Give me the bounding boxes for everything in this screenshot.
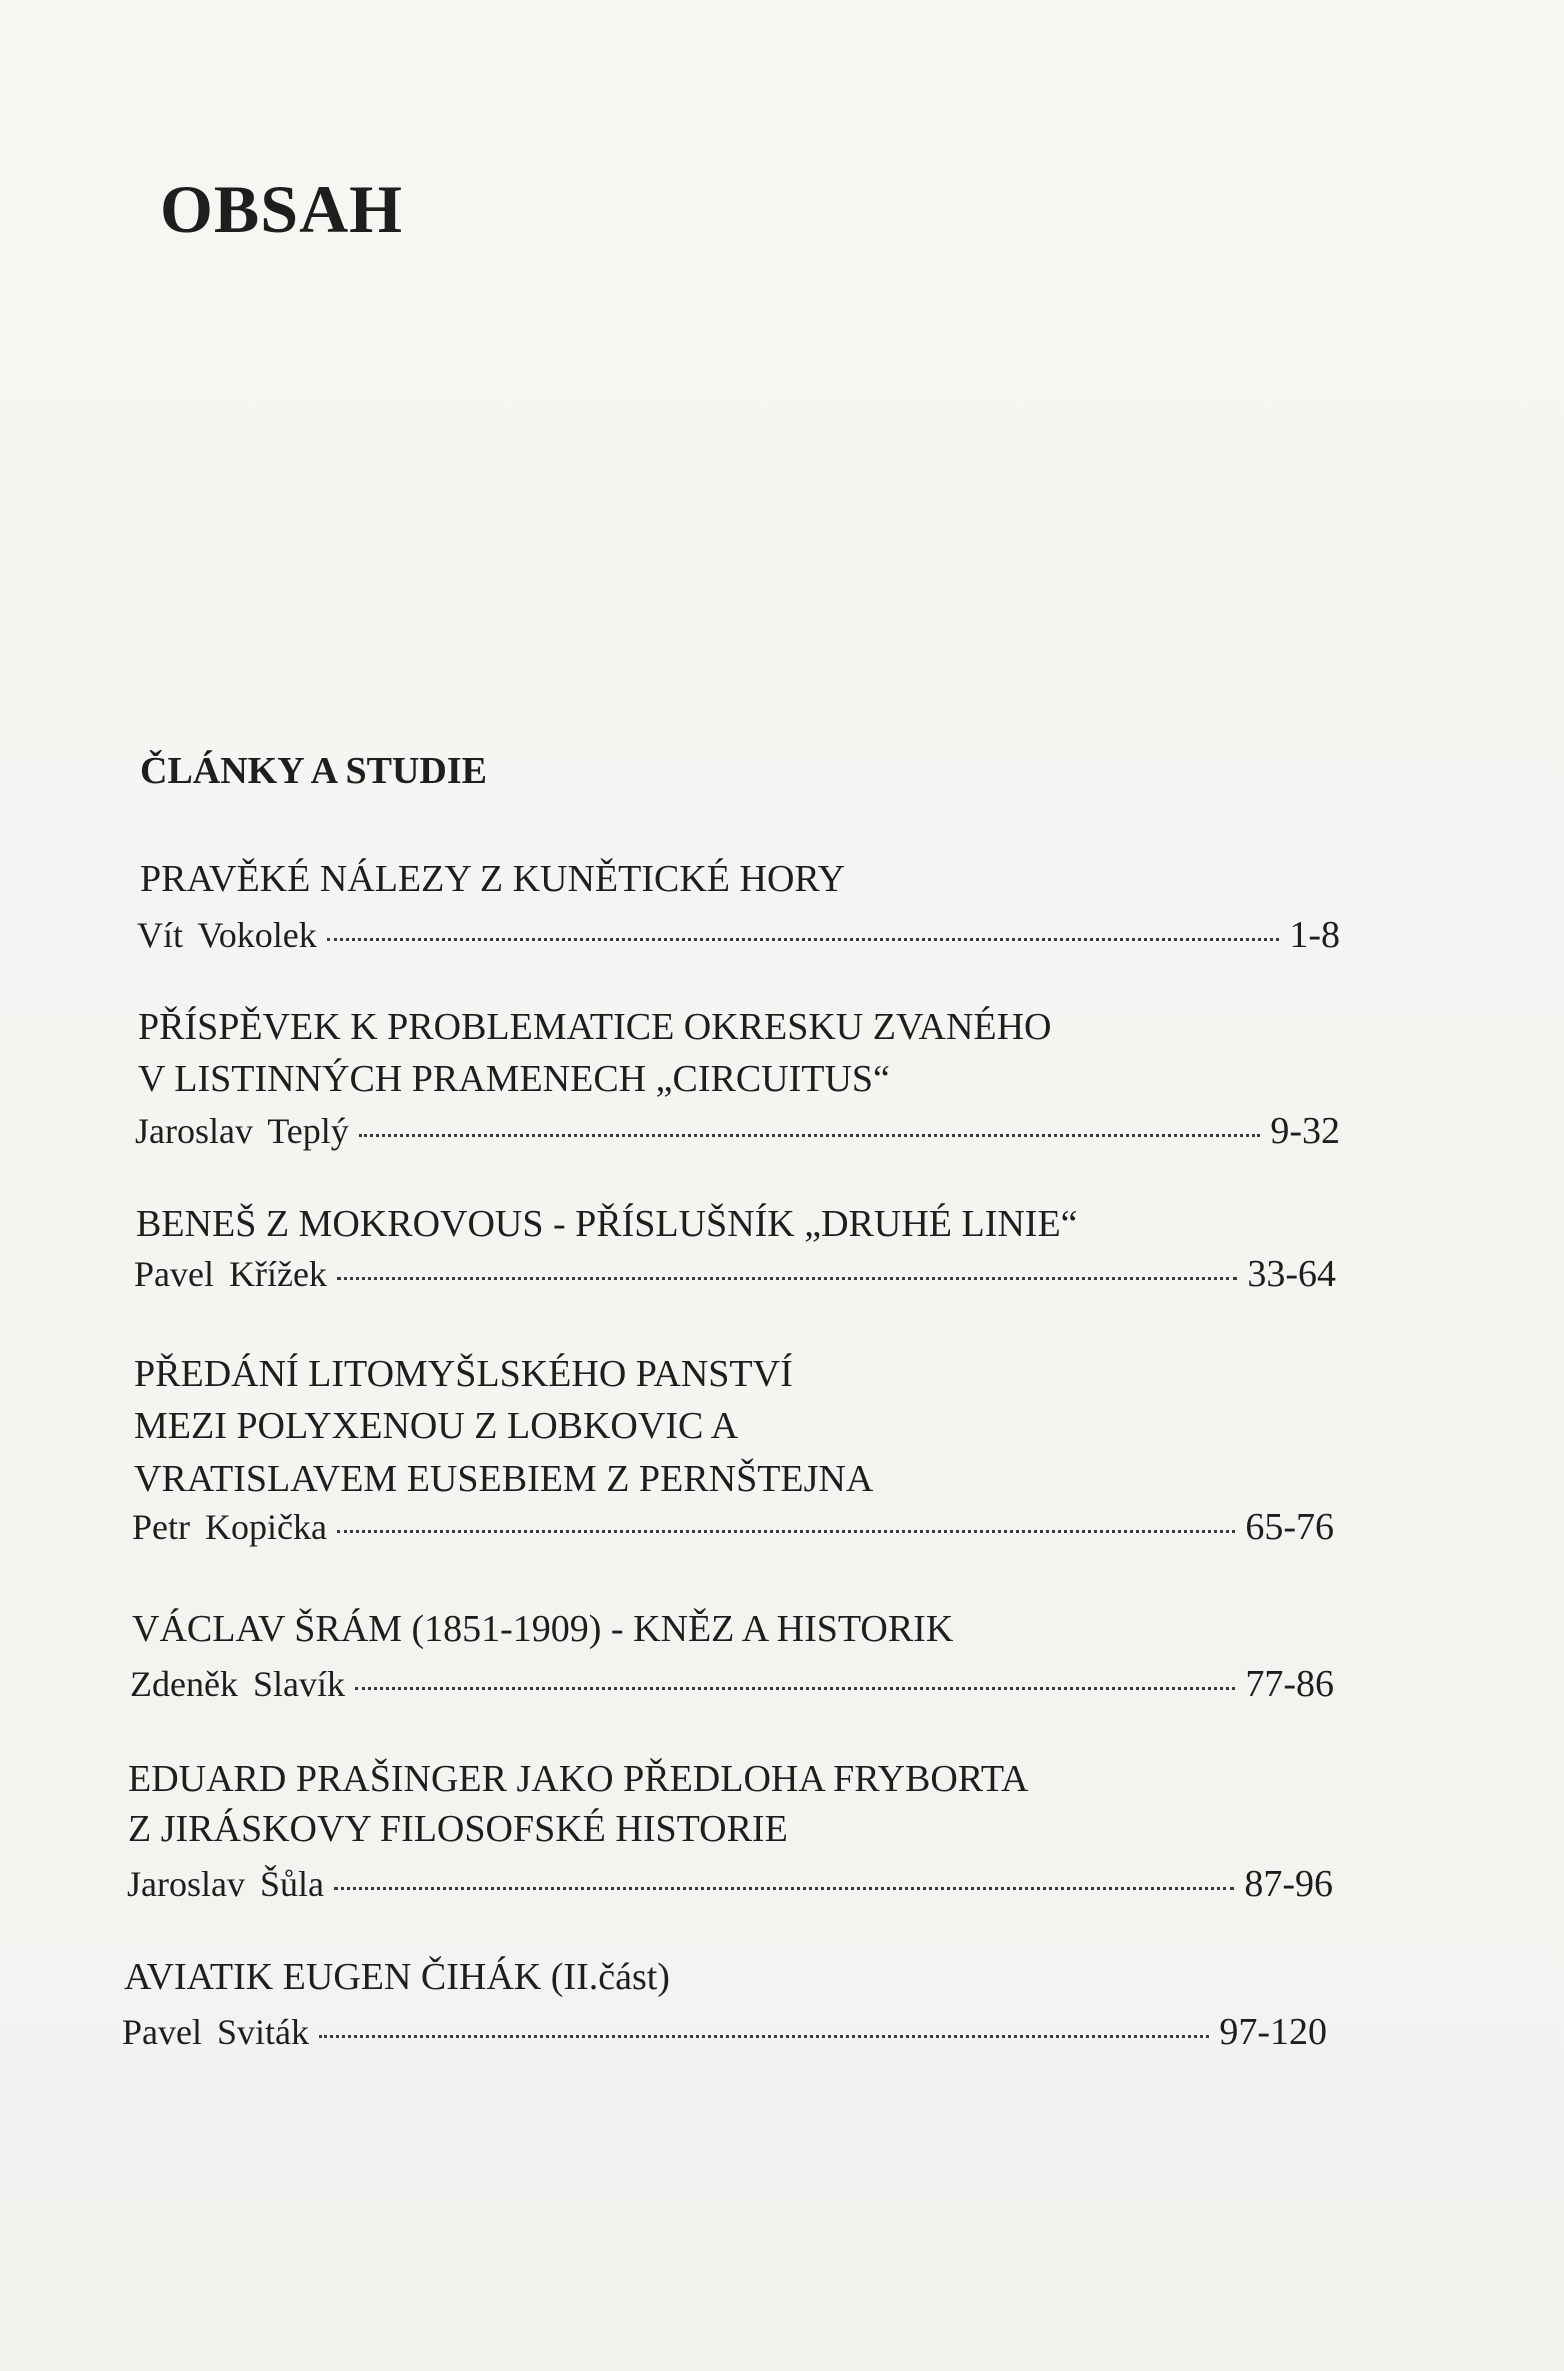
entry-title-line: MEZI POLYXENOU Z LOBKOVIC A [134, 1405, 739, 1447]
entry-title-line: PŘEDÁNÍ LITOMYŠLSKÉHO PANSTVÍ [134, 1353, 793, 1395]
entry-page-range: 87-96 [1244, 1863, 1333, 1905]
entry-title-line: PRAVĚKÉ NÁLEZY Z KUNĚTICKÉ HORY [140, 858, 846, 900]
entry-title-line: BENEŠ Z MOKROVOUS - PŘÍSLUŠNÍK „DRUHÉ LINIE“ [136, 1203, 1078, 1245]
dot-leader [337, 1277, 1237, 1280]
entry-page-range: 9-32 [1270, 1110, 1340, 1152]
dot-leader [355, 1687, 1235, 1690]
entry-title-line: PŘÍSPĚVEK K PROBLEMATICE OKRESKU ZVANÉHO [138, 1006, 1052, 1048]
entry-title-line: V LISTINNÝCH PRAMENECH „CIRCUITUS“ [138, 1058, 890, 1100]
entry-author: Jaroslav Šůla [127, 1864, 324, 1904]
entry-author: Pavel Křížek [134, 1254, 327, 1294]
entry-page-range: 77-86 [1245, 1663, 1334, 1705]
entry-page-range: 65-76 [1245, 1506, 1334, 1548]
page-title: OBSAH [160, 171, 404, 247]
dot-leader [327, 938, 1280, 941]
entry-title-line: EDUARD PRAŠINGER JAKO PŘEDLOHA FRYBORTA [128, 1758, 1029, 1800]
entry-author: Jaroslav Teplý [135, 1111, 349, 1151]
entry-author-row [130, 1665, 1334, 1709]
entry-author: Petr Kopička [132, 1507, 327, 1547]
entry-title-line: VÁCLAV ŠRÁM (1851-1909) - KNĚZ A HISTORIK [132, 1608, 954, 1650]
entry-author: Pavel Sviták [122, 2012, 309, 2052]
entry-title-line: VRATISLAVEM EUSEBIEM Z PERNŠTEJNA [134, 1458, 874, 1500]
entry-author-row [127, 1865, 1333, 1909]
dot-leader [334, 1887, 1234, 1890]
entry-author-row [137, 916, 1340, 960]
dot-leader [319, 2035, 1209, 2038]
entry-author: Zdeněk Slavík [130, 1664, 345, 1704]
entry-author-row [135, 1112, 1340, 1156]
dot-leader [337, 1530, 1235, 1533]
entry-page-range: 1-8 [1289, 914, 1340, 956]
entry-page-range: 97-120 [1219, 2011, 1327, 2053]
entry-author-row [132, 1508, 1334, 1552]
entry-author: Vít Vokolek [137, 915, 317, 955]
entry-author-row [134, 1255, 1336, 1299]
section-heading: ČLÁNKY A STUDIE [140, 750, 488, 792]
entry-title-line: AVIATIK EUGEN ČIHÁK (II.část) [124, 1956, 670, 1998]
dot-leader [359, 1134, 1261, 1137]
entry-title-line: Z JIRÁSKOVY FILOSOFSKÉ HISTORIE [128, 1808, 788, 1850]
entry-author-row [122, 2013, 1327, 2057]
entry-page-range: 33-64 [1247, 1253, 1336, 1295]
